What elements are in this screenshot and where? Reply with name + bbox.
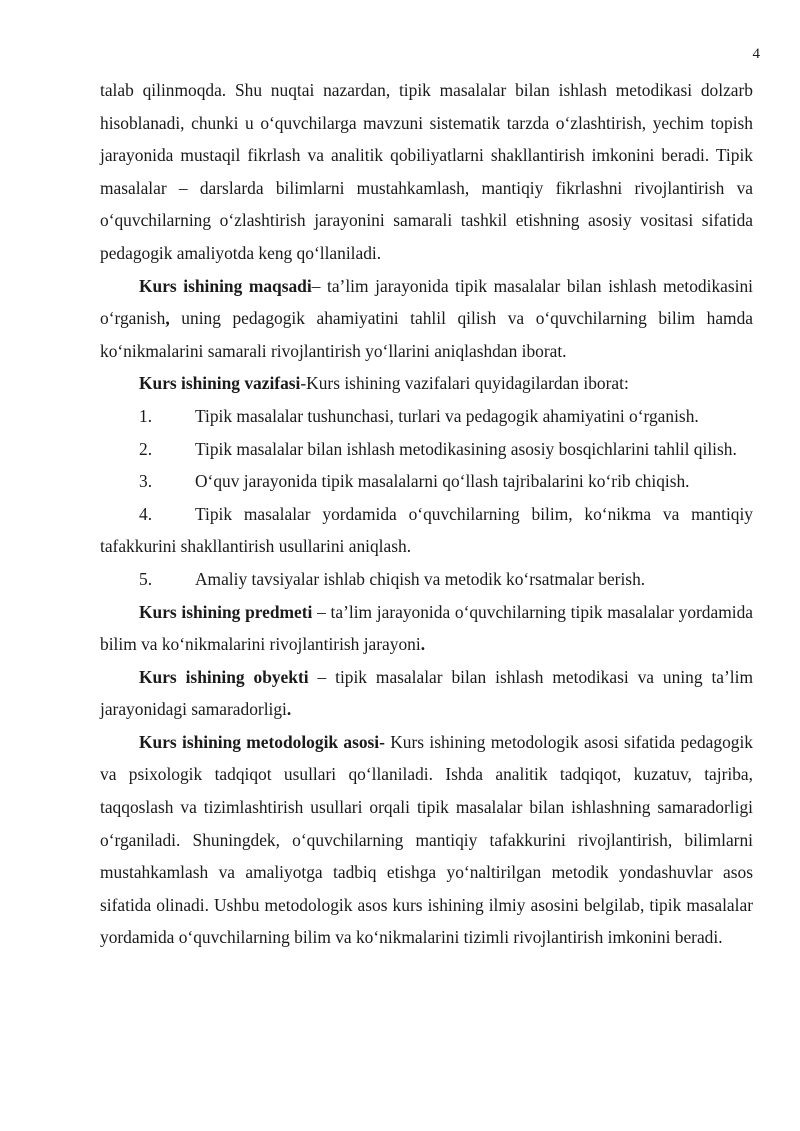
- metodologik-body: Kurs ishining metodologik asosi sifatida pedagogik va psixologik tadqiqot usullari qo‘llaniladi. Ishda analitik tadqiqot, kuzatuv, tajriba, taqqoslash va tizimlashtirish usullari orqali tipik masalalar bilan ishlashning samaradorligi o‘rganiladi. Shuningdek, o‘quvchilarning mantiqiy tafakkurini rivojlantirish, bilimlarni mustahkamlash va amaliyotga tadbiq etishga yo‘naltirilgan metodik yondashuvlar asos sifatida olinadi. Ushbu metodologik asos kurs ishining ilmiy asosini belgilab, tipik masalalar yordamida o‘quvchilarning bilim va ko‘nikmalarini tizimli rivojlantirish imkonini beradi.: [100, 731, 753, 948]
- maqsad-paragraph: [100, 270, 753, 368]
- maqsad-comma: ,: [165, 308, 170, 329]
- list-item-text: O‘quv jarayonida tipik masalalarni qo‘llash tajribalarini ko‘rib chiqish.: [195, 471, 690, 492]
- vazifa-body: -Kurs ishining vazifalari quyidagilardan iborat:: [300, 373, 629, 394]
- list-number: 1.: [139, 405, 153, 426]
- vazifa-item-5: [100, 563, 753, 596]
- list-number: 3.: [139, 471, 153, 492]
- vazifa-heading: Kurs ishining vazifasi: [139, 373, 301, 394]
- vazifa-paragraph: [100, 367, 753, 400]
- list-item-text: Tipik masalalar yordamida o‘quvchilarning bilim, ko‘nikma va mantiqiy tafakkurini shakllantirish usullarini aniqlash.: [100, 503, 753, 557]
- obyekt-heading: Kurs ishining obyekti: [139, 666, 309, 687]
- metodologik-paragraph: [100, 726, 753, 954]
- obyekt-body: – tipik masalalar bilan ishlash metodikasi va uning ta’lim jarayonidagi samaradorligi: [100, 666, 753, 720]
- list-item-text: Tipik masalalar tushunchasi, turlari va pedagogik ahamiyatini o‘rganish.: [195, 405, 699, 426]
- intro-paragraph: talab qilinmoqda. Shu nuqtai nazardan, tipik masalalar bilan ishlash metodikasi dolzarb hisoblanadi, chunki u o‘quvchilarga mavzuni sistematik tarzda o‘zlashtirish, yechim topish jarayonida mustaqil fikrlash va analitik qobiliyatlarni shakllantirish imkonini beradi. Tipik masalalar – darslarda bilimlarni mustahkamlash, mantiqiy fikrlashni rivojlantirish va o‘quvchilarning o‘zlashtirish jarayonini samarali tashkil etishning asosiy vositasi sifatida pedagogik amaliyotda keng qo‘llaniladi.: [100, 80, 753, 263]
- obyekt-paragraph: [100, 661, 753, 726]
- metodologik-heading: Kurs ishining metodologik asosi-: [139, 731, 385, 752]
- vazifa-item-3: [100, 465, 753, 498]
- list-number: 2.: [139, 438, 153, 459]
- page-number: 4: [752, 46, 760, 62]
- predmet-heading: Kurs ishining predmeti: [139, 601, 313, 622]
- list-number: 4.: [139, 503, 153, 524]
- list-item-text: Tipik masalalar bilan ishlash metodikasining asosiy bosqichlarini tahlil qilish.: [195, 438, 737, 459]
- vazifa-item-2: [100, 433, 753, 466]
- page-content: [100, 74, 753, 954]
- predmet-end: .: [420, 634, 426, 655]
- vazifa-item-1: [100, 400, 753, 433]
- maqsad-heading: Kurs ishining maqsadi: [139, 275, 312, 296]
- maqsad-body-1: – ta’lim jarayonida tipik masalalar bilan ishlash metodikasini o‘rganish: [100, 275, 753, 329]
- maqsad-body-2: uning pedagogik ahamiyatini tahlil qilish va o‘quvchilarning bilim hamda ko‘nikmalarini samarali rivojlantirish yo‘llarini aniqlashdan iborat.: [100, 308, 753, 361]
- list-number: 5.: [139, 568, 153, 589]
- predmet-body: – ta’lim jarayonida o‘quvchilarning tipik masalalar yordamida bilim va ko‘nikmalarini rivojlantirish jarayoni: [100, 601, 753, 655]
- list-item-text: Amaliy tavsiyalar ishlab chiqish va metodik ko‘rsatmalar berish.: [195, 568, 646, 589]
- vazifa-item-4: [100, 498, 753, 563]
- obyekt-end: .: [286, 699, 292, 720]
- predmet-paragraph: [100, 596, 753, 661]
